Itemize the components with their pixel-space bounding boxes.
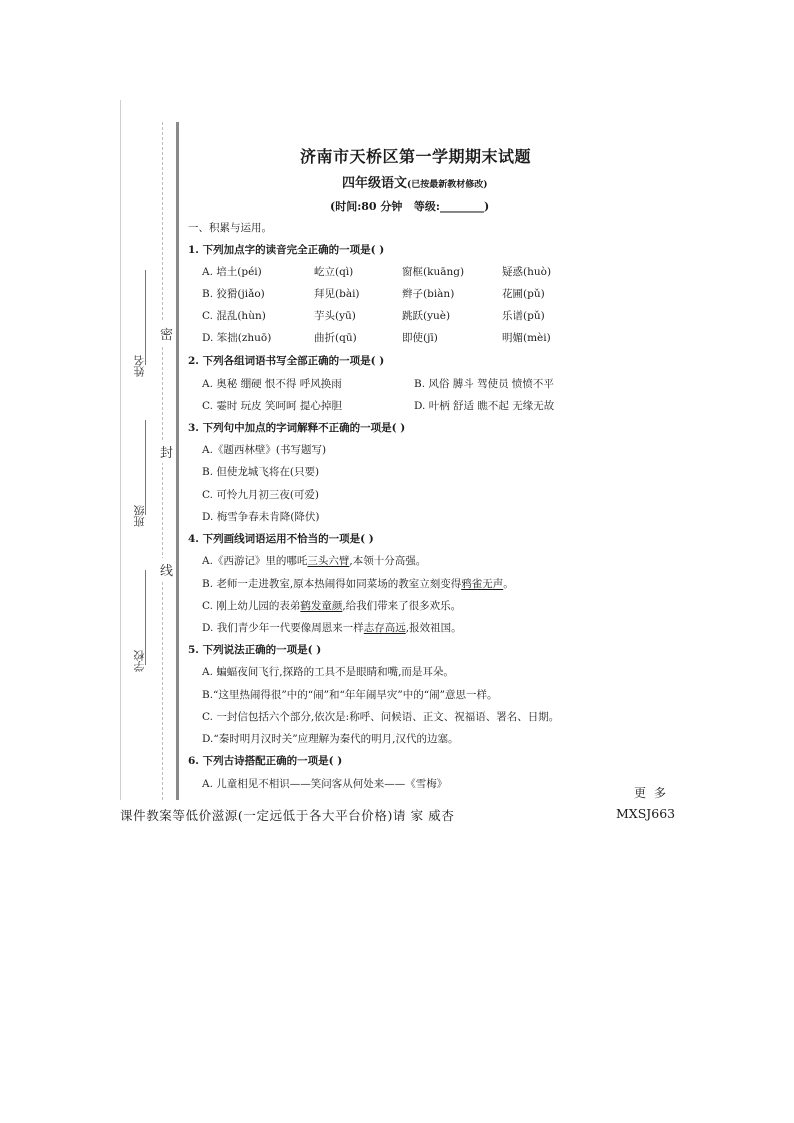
q1-c-3: 跳跃(yuè) xyxy=(402,310,451,322)
q4-d-post: ,报效祖国。 xyxy=(405,622,462,634)
q4-c xyxy=(202,598,461,613)
q1-d-3: 即使(jī) xyxy=(402,332,438,344)
time-grade-line: (时间:80 分钟 等级:________) xyxy=(330,200,490,213)
q1-a-4: 疑惑(huò) xyxy=(502,266,552,278)
q4-b xyxy=(202,576,514,591)
seal-char-xian: 线 xyxy=(160,558,173,581)
q1-a-2: 屹立(qì) xyxy=(314,266,354,278)
q4-a-underlined: 三头六臂 xyxy=(307,555,350,567)
q1-d-4: 明媚(mèi) xyxy=(502,332,551,344)
q4-b-post: 。 xyxy=(503,578,514,590)
q1-a-3: 窗框(kuāng) xyxy=(402,266,465,278)
q4-a xyxy=(202,553,426,568)
q2-d: D. 叶柄 舒适 瞧不起 无缘无故 xyxy=(414,400,555,412)
q1-b-4: 花圃(pǔ) xyxy=(502,288,545,300)
q3-d: D. 梅雪争春未肯降(降伏) xyxy=(202,511,320,523)
exam-subtitle xyxy=(342,172,488,191)
revision-note: (已按最新教材修改) xyxy=(407,180,488,190)
q2-c: C. 霎时 玩皮 笑呵呵 提心掉胆 xyxy=(202,400,342,412)
q4-b-pre: B. 老师一走进教室,原本热闹得如同菜场的教室立刻变得 xyxy=(202,578,462,590)
q2-b: B. 风俗 膊斗 驾使员 愤愤不平 xyxy=(414,378,554,390)
class-label: 班级 xyxy=(133,505,146,527)
q4-a-pre: A.《西游记》里的哪吒 xyxy=(202,555,308,567)
question-1-stem: 1. 下列加点字的读音完全正确的一项是( ) xyxy=(188,244,385,256)
q1-a-1: A. 培土(péi) xyxy=(202,266,262,278)
q1-c-1: C. 混乱(hùn) xyxy=(202,310,266,322)
q4-c-post: ,给我们带来了很多欢乐。 xyxy=(342,600,462,612)
q4-a-post: ,本领十分高强。 xyxy=(349,555,427,567)
name-label: 姓名 xyxy=(133,355,146,377)
q3-a: A.《题西林壁》(书写题写) xyxy=(202,444,327,456)
footer-more-text: 更多 xyxy=(634,786,675,800)
q1-c-2: 芋头(yū) xyxy=(314,310,356,322)
q5-d: D.“秦时明月汉时关”应理解为秦代的明月,汉代的边塞。 xyxy=(202,733,459,745)
q5-a: A. 蝙蝠夜间飞行,探路的工具不是眼睛和嘴,而是耳朵。 xyxy=(202,666,454,678)
name-blank-line xyxy=(145,270,146,365)
q4-c-pre: C. 刚上幼儿园的表弟 xyxy=(202,600,301,612)
q1-d-1: D. 笨拙(zhuō) xyxy=(202,332,272,344)
exam-title: 济南市天桥区第一学期期末试题 xyxy=(300,147,532,166)
q3-b: B. 但使龙城飞将在(只要) xyxy=(202,466,320,478)
school-label: 学校 xyxy=(133,650,146,672)
seal-char-mi: 密 xyxy=(160,322,173,345)
question-2-stem: 2. 下列各组词语书写全部正确的一项是( ) xyxy=(188,355,385,367)
q5-b: B.“这里热闹得很”中的“闹”和“年年闹旱灾”中的“闹”意思一样。 xyxy=(202,689,498,701)
q1-b-2: 拜见(bài) xyxy=(314,288,360,300)
section-heading: 一、积累与运用。 xyxy=(188,222,272,234)
q6-a: A. 儿童相见不相识——笑问客从何处来——《雪梅》 xyxy=(202,778,448,790)
footer-contact-id: MXSJ663 xyxy=(616,806,676,821)
grade-subject: 四年级语文 xyxy=(342,176,408,191)
q4-d xyxy=(202,620,462,635)
q1-d-2: 曲折(qū) xyxy=(314,332,357,344)
binding-line xyxy=(176,122,179,800)
q5-c: C. 一封信包括六个部分,依次是:称呼、问候语、正文、祝福语、署名、日期。 xyxy=(202,711,560,723)
q4-d-pre: D. 我们青少年一代要像周恩来一样 xyxy=(202,622,364,634)
scan-edge xyxy=(120,100,121,800)
q4-c-underlined: 鹤发童颜 xyxy=(300,600,343,612)
question-6-stem: 6. 下列古诗搭配正确的一项是( ) xyxy=(188,755,343,767)
scanned-exam-page xyxy=(120,100,680,800)
question-5-stem: 5. 下列说法正确的一项是( ) xyxy=(188,644,322,656)
q3-c: C. 可怜九月初三夜(可爱) xyxy=(202,489,320,501)
q1-b-1: B. 狡猾(jiǎo) xyxy=(202,288,265,300)
class-blank-line xyxy=(145,420,146,515)
seal-char-feng: 封 xyxy=(160,440,173,463)
q4-d-underlined: 志存高远 xyxy=(363,622,406,634)
q2-a: A. 奥秘 绷硬 恨不得 呼风换雨 xyxy=(202,378,342,390)
q1-c-4: 乐谱(pǔ) xyxy=(502,310,545,322)
footer-ad-text: 课件教案等低价滋源(一定远低于各大平台价格)请 家 威杏 xyxy=(120,808,455,823)
q1-b-3: 辫子(biàn) xyxy=(402,288,455,300)
question-4-stem: 4. 下列画线词语运用不恰当的一项是( ) xyxy=(188,533,374,545)
question-3-stem: 3. 下列句中加点的字词解释不正确的一项是( ) xyxy=(188,422,406,434)
q4-b-underlined: 鸦雀无声 xyxy=(461,578,504,590)
